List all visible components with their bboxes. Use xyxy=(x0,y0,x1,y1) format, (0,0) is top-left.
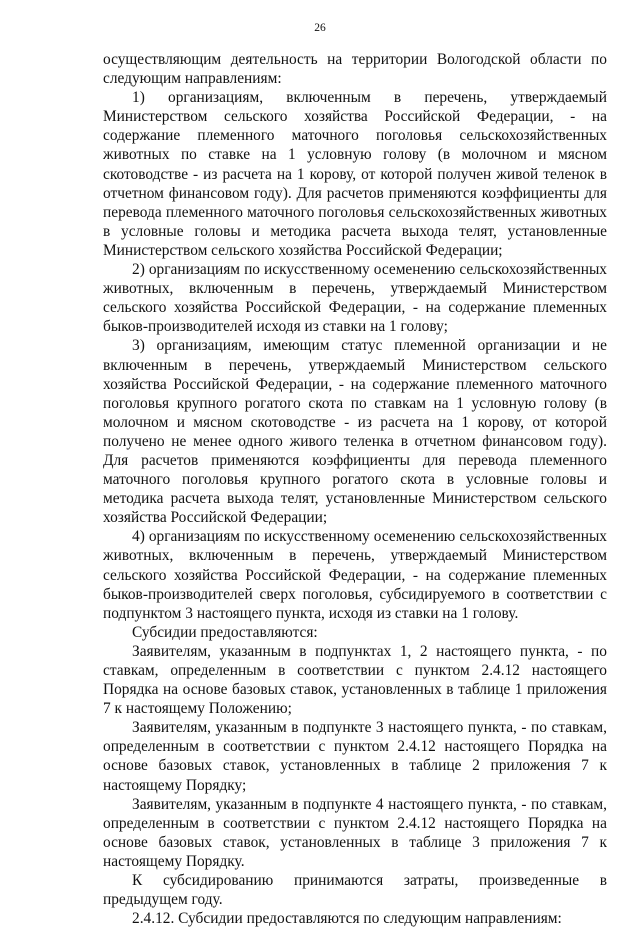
paragraph: 3) организациям, имеющим статус племенной организации и не включенным в перечень, утверждаемый Министерством сельского хозяйства Российской Федерации, - на содержание племенного маточного поголовья крупного рогатого скота по ставкам на 1 условную голову (в молочном и мясном скотоводстве - из расчета на 1 корову, от которой получено не менее одного живого теленка в отчетном финансовом году). Для расчетов применяются коэффициенты для перевода племенного маточного поголовья крупного рогатого скота в условные головы и методика расчета выхода телят, установленные Министерством сельского хозяйства Российской Федерации; xyxy=(103,337,607,527)
paragraph: 2.4.12. Субсидии предоставляются по следующим направлениям: xyxy=(132,910,562,928)
paragraph: 1) организациям, включенным в перечень, утверждаемый Министерством сельского хозяйства Российской Федерации, - на содержание племенного маточного поголовья сельскохозяйственных животных по ставке на 1 условную голову (в молочном и мясном скотоводстве - из расчета на 1 корову, от которой получен живой теленок в отчетном финансовом году). Для расчетов применяются коэффициенты для перевода племенного маточного поголовья сельскохозяйственных животных в условные головы и методика расчета выхода телят, установленные Министерством сельского хозяйства Российской Федерации; xyxy=(103,89,607,259)
paragraph: 2) организациям по искусственному осеменению сельскохозяйственных животных, включенным в перечень, утверждаемый Министерством сельского хозяйства Российской Федерации, - на содержание племенных быков-производителей исходя из ставки на 1 голову; xyxy=(103,261,607,336)
page-number: 26 xyxy=(314,22,326,34)
paragraph: Заявителям, указанным в подпункте 3 настоящего пункта, - по ставкам, определенным в соответствии с пунктом 2.4.12 настоящего Порядка на основе базовых ставок, установленных в таблице 2 приложения 7 к настоящему Порядку; xyxy=(103,719,607,794)
body-text xyxy=(103,50,607,928)
paragraph: Субсидии предоставляются: xyxy=(132,623,318,641)
paragraph: 4) организациям по искусственному осеменению сельскохозяйственных животных, включенным в перечень, утверждаемый Министерством сельского хозяйства Российской Федерации, - на содержание племенных быков-производителей сверх поголовья, субсидируемого в соответствии с подпунктом 3 настоящего пункта, исходя из ставки на 1 голову. xyxy=(103,528,607,622)
paragraph: Заявителям, указанным в подпунктах 1, 2 настоящего пункта, - по ставкам, определенным в соответствии с пунктом 2.4.12 настоящего Порядка на основе базовых ставок, установленных в таблице 1 приложения 7 к настоящему Положению; xyxy=(103,642,607,718)
paragraph: Заявителям, указанным в подпункте 4 настоящего пункта, - по ставкам, определенным в соответствии с пунктом 2.4.12 настоящего Порядка на основе базовых ставок, установленных в таблице 3 приложения 7 к настоящему Порядку. xyxy=(103,795,607,870)
paragraph: осуществляющим деятельность на территории Вологодской области по следующим направлениям: xyxy=(103,51,607,88)
paragraph: К субсидированию принимаются затраты, произведенные в предыдущем году. xyxy=(103,872,607,909)
